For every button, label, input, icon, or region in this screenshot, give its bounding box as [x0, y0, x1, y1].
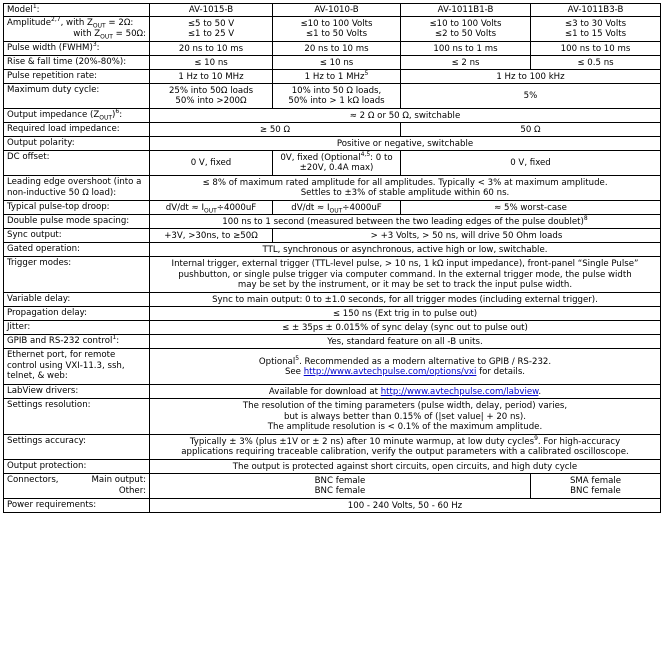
row-sync: [4, 229, 661, 243]
model-4: AV-1011B3-B: [531, 4, 661, 17]
pulse-width-3: 100 ns to 1 ms: [401, 42, 531, 56]
dc-offset-34: 0 V, fixed: [401, 151, 661, 176]
duty-label: Maximum duty cycle:: [4, 84, 150, 109]
labview-link[interactable]: http://www.avtechpulse.com/labview: [380, 386, 539, 397]
sync-1: +3V, >30ns, to ≥50Ω: [150, 229, 273, 243]
row-gated: [4, 243, 661, 257]
rise-fall-4: ≤ 0.5 ns: [531, 56, 661, 70]
droop-34: ≈ 5% worst-case: [401, 201, 661, 215]
required-load-34: 50 Ω: [401, 123, 661, 137]
dc-offset-1: 0 V, fixed: [150, 151, 273, 176]
power-value: 100 - 240 Volts, 50 - 60 Hz: [150, 499, 661, 513]
overshoot-label: Leading edge overshoot (into a non-inductive 50 Ω load):: [4, 176, 150, 201]
jitter-label: Jitter:: [4, 321, 150, 335]
propagation-delay-value: ≤ 150 ns (Ext trig in to pulse out): [150, 307, 661, 321]
propagation-delay-label: Propagation delay:: [4, 307, 150, 321]
gated-label: Gated operation:: [4, 243, 150, 257]
sync-label: Sync output:: [4, 229, 150, 243]
double-pulse-value: 100 ns to 1 second (measured between the two leading edges of the pulse doublet)$^8$: [150, 215, 661, 229]
sync-234: > +3 Volts, > 50 ns, will drive 50 Ohm loads: [273, 229, 661, 243]
pulse-width-1: 20 ns to 10 ms: [150, 42, 273, 56]
pulse-width-label: Pulse width (FWHM)$^3$:: [4, 42, 150, 56]
row-pulse-width: [4, 42, 661, 56]
prr-2: 1 Hz to 1 MHz$^5$: [273, 70, 401, 84]
row-protection: [4, 460, 661, 474]
required-load-12: ≥ 50 Ω: [150, 123, 401, 137]
model-2: AV-1010-B: [273, 4, 401, 17]
row-prr: [4, 70, 661, 84]
prr-34: 1 Hz to 100 kHz: [401, 70, 661, 84]
gpib-value: Yes, standard feature on all -B units.: [150, 335, 661, 349]
row-droop: [4, 201, 661, 215]
row-power: [4, 499, 661, 513]
pulse-width-2: 20 ns to 10 ms: [273, 42, 401, 56]
output-impedance-label: Output impedance $(Z_{OUT})^6$:: [4, 109, 150, 123]
double-pulse-label: Double pulse mode spacing:: [4, 215, 150, 229]
duty-1: 25% into 50Ω loads 50% into >200Ω: [150, 84, 273, 109]
accuracy-label: Settings accuracy:: [4, 435, 150, 460]
vxi-options-link[interactable]: http://www.avtechpulse.com/options/vxi: [303, 366, 477, 377]
amplitude-2: ≤10 to 100 Volts ≤1 to 50 Volts: [273, 17, 401, 42]
model-1: AV-1015-B: [150, 4, 273, 17]
amplitude-4: ≤3 to 30 Volts ≤1 to 15 Volts: [531, 17, 661, 42]
variable-delay-value: Sync to main output: 0 to ±1.0 seconds, for all trigger modes (including external trigger).: [150, 293, 661, 307]
trigger-value: Internal trigger, external trigger (TTL-level pulse, > 10 ns, 1 kΩ input impedance), front-panel “Single Pulse” pushbutton, or single pulse trigger via computer command. In the external trigger mode, the pulse width may be set by the instrument, or it may be set to track the input pulse width.: [150, 257, 661, 293]
row-gpib: [4, 335, 661, 349]
output-impedance-value: ≈ 2 Ω or 50 Ω, switchable: [150, 109, 661, 123]
variable-delay-label: Variable delay:: [4, 293, 150, 307]
amplitude-1: ≤5 to 50 V ≤1 to 25 V: [150, 17, 273, 42]
droop-1: $dV/dt \approx I_{OUT}\div 4000uF$: [150, 201, 273, 215]
rise-fall-1: ≤ 10 ns: [150, 56, 273, 70]
row-dc-offset: [4, 151, 661, 176]
model-label: Model$^1$:: [4, 4, 150, 17]
row-trigger: [4, 257, 661, 293]
resolution-label: Settings resolution:: [4, 399, 150, 435]
rise-fall-3: ≤ 2 ns: [401, 56, 531, 70]
row-propagation-delay: [4, 307, 661, 321]
accuracy-value: Typically ± 3% (plus ±1V or ± 2 ns) after 10 minute warmup, at low duty cycles$^9$. For high-accuracy applications requiring traceable calibration, verify the output parameters with a calibrated oscilloscope.: [150, 435, 661, 460]
protection-label: Output protection:: [4, 460, 150, 474]
prr-1: 1 Hz to 10 MHz: [150, 70, 273, 84]
row-variable-delay: [4, 293, 661, 307]
amplitude-label: Amplitude$^{2,7}$, with $Z_{OUT} = 2\Omega$: with $Z_{OUT} = 50\Omega$:: [4, 17, 150, 42]
row-jitter: [4, 321, 661, 335]
labview-label: LabView drivers:: [4, 385, 150, 399]
gpib-label: GPIB and RS-232 control$^1$:: [4, 335, 150, 349]
model-3: AV-1011B1-B: [401, 4, 531, 17]
power-label: Power requirements:: [4, 499, 150, 513]
droop-label: Typical pulse-top droop:: [4, 201, 150, 215]
connectors-4: SMA female BNC female: [531, 474, 661, 499]
row-ethernet: [4, 349, 661, 385]
dc-offset-label: DC offset:: [4, 151, 150, 176]
spec-table: [3, 3, 661, 513]
protection-value: The output is protected against short circuits, open circuits, and high duty cycle: [150, 460, 661, 474]
duty-2: 10% into 50 Ω loads, 50% into > 1 kΩ loads: [273, 84, 401, 109]
row-labview: [4, 385, 661, 399]
polarity-label: Output polarity:: [4, 137, 150, 151]
ethernet-value: Optional$^5$. Recommended as a modern alternative to GPIB / RS-232. See http://www.avtechpulse.com/options/vxi for details.: [150, 349, 661, 385]
row-amplitude: [4, 17, 661, 42]
row-polarity: [4, 137, 661, 151]
amplitude-3: ≤10 to 100 Volts ≤2 to 50 Volts: [401, 17, 531, 42]
labview-value: Available for download at http://www.avtechpulse.com/labview.: [150, 385, 661, 399]
required-load-label: Required load impedance:: [4, 123, 150, 137]
ethernet-label: Ethernet port, for remote control using VXI-11.3, ssh, telnet, & web:: [4, 349, 150, 385]
rise-fall-2: ≤ 10 ns: [273, 56, 401, 70]
connectors-label: Connectors, Main output: Other:: [4, 474, 150, 499]
row-rise-fall: [4, 56, 661, 70]
row-resolution: [4, 399, 661, 435]
overshoot-value: ≤ 8% of maximum rated amplitude for all amplitudes. Typically < 3% at maximum amplitude. Settles to ±3% of stable amplitude within 60 ns.: [150, 176, 661, 201]
jitter-value: ≤ ± 35ps ± 0.015% of sync delay (sync out to pulse out): [150, 321, 661, 335]
row-duty: [4, 84, 661, 109]
row-overshoot: [4, 176, 661, 201]
trigger-label: Trigger modes:: [4, 257, 150, 293]
rise-fall-label: Rise & fall time (20%-80%):: [4, 56, 150, 70]
polarity-value: Positive or negative, switchable: [150, 137, 661, 151]
gated-value: TTL, synchronous or asynchronous, active high or low, switchable.: [150, 243, 661, 257]
dc-offset-2: 0V, fixed (Optional$^{4,5}$: 0 to ±20V, 0.4A max): [273, 151, 401, 176]
droop-2: $dV/dt \approx I_{OUT}\div 4000uF$: [273, 201, 401, 215]
row-model: [4, 4, 661, 17]
pulse-width-4: 100 ns to 10 ms: [531, 42, 661, 56]
duty-34: 5%: [401, 84, 661, 109]
row-connectors: [4, 474, 661, 499]
resolution-value: The resolution of the timing parameters (pulse width, delay, period) varies, but is always better than 0.15% of (|set value| + 20 ns). The amplitude resolution is < 0.1% of the maximum amplitude.: [150, 399, 661, 435]
row-accuracy: [4, 435, 661, 460]
row-double-pulse: [4, 215, 661, 229]
row-output-impedance: [4, 109, 661, 123]
prr-label: Pulse repetition rate:: [4, 70, 150, 84]
row-required-load: [4, 123, 661, 137]
connectors-123: BNC female BNC female: [150, 474, 531, 499]
